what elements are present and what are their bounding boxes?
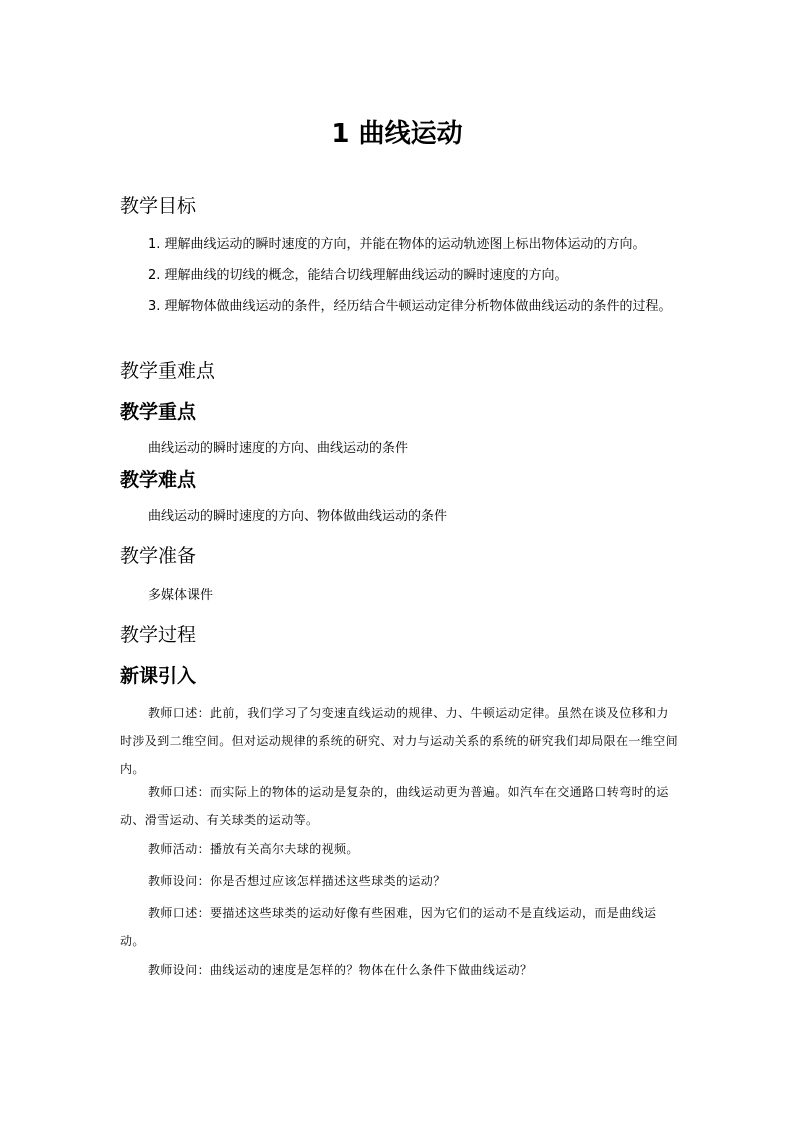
document-title: 1 曲线运动 (331, 119, 463, 149)
heading-process: 教学过程 (120, 624, 197, 646)
key-points-text: 曲线运动的瞬时速度的方向、曲线运动的条件 (148, 441, 409, 456)
heading-key-points: 教学重点 (120, 401, 197, 423)
intro-paragraph-2: 教师口述：而实际上的物体的运动是复杂的，曲线运动更为普遍。如汽车在交通路口转弯时的运动、滑雪运动、有关球类的运动等。 (120, 785, 669, 827)
heading-difficult-points: 教学难点 (120, 469, 197, 491)
heading-preparation: 教学准备 (120, 545, 197, 567)
heading-objectives: 教学目标 (120, 195, 197, 217)
heading-key-difficult: 教学重难点 (120, 360, 216, 382)
objective-item-2: 2. 理解曲线的切线的概念，能结合切线理解曲线运动的瞬时速度的方向。 (148, 268, 568, 283)
intro-paragraph-3: 教师活动：播放有关高尔夫球的视频。 (148, 842, 359, 856)
intro-paragraph-1: 教师口述：此前，我们学习了匀变速直线运动的规律、力、牛顿运动定律。虽然在谈及位移和力时涉及到二维空间。但对运动规律的系统的研究、对力与运动关系的系统的研究我们却局限在一维空间内。 (120, 706, 679, 776)
intro-paragraph-4: 教师设问：你是否想过应该怎样描述这些球类的运动？ (148, 874, 446, 888)
intro-paragraph-6: 教师设问：曲线运动的速度是怎样的？物体在什么条件下做曲线运动？ (148, 963, 533, 977)
heading-intro: 新课引入 (120, 665, 197, 687)
difficult-points-text: 曲线运动的瞬时速度的方向、物体做曲线运动的条件 (148, 509, 448, 524)
objective-item-3: 3. 理解物体做曲线运动的条件，经历结合牛顿运动定律分析物体做曲线运动的条件的过程。 (148, 299, 672, 314)
intro-paragraph-5: 教师口述：要描述这些球类的运动好像有些困难，因为它们的运动不是直线运动，而是曲线运动。 (120, 906, 657, 948)
preparation-text: 多媒体课件 (148, 588, 214, 603)
objective-item-1: 1. 理解曲线运动的瞬时速度的方向，并能在物体的运动轨迹图上标出物体运动的方向。 (148, 237, 646, 252)
